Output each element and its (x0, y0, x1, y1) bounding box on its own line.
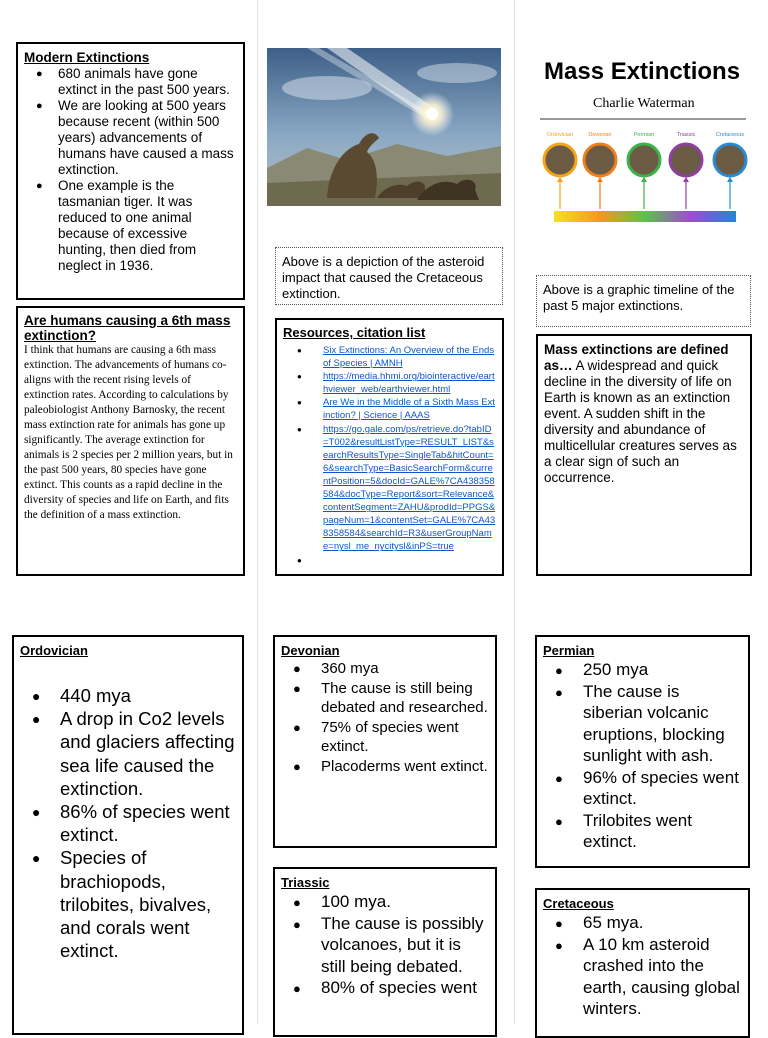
citation-link[interactable]: ● Six Extinctions: An Overview of the Ends of Species | AMNH (283, 344, 496, 370)
resources-heading: Resources, citation list (283, 325, 426, 340)
asteroid-caption: Above is a depiction of the asteroid impact that caused the Cretaceous extinction. (275, 247, 503, 305)
modern-extinctions-list (24, 66, 237, 274)
timeline-fossil-disc (714, 144, 746, 176)
cretaceous-list (543, 912, 742, 1020)
timeline-label: Ordovician (546, 132, 574, 138)
timeline-arrowhead (597, 177, 603, 182)
devonian-heading: Devonian (281, 643, 340, 658)
citation-link[interactable] (283, 554, 496, 567)
citation-link[interactable]: ● https://media.hhmi.org/biointeractive/earthviewer_web/earthviewer.html (283, 370, 496, 396)
timeline-arrowhead (641, 177, 647, 182)
modern-extinctions-heading: Modern Extinctions (24, 50, 150, 65)
permian-list (543, 659, 742, 853)
list-item: ● 75% of species went extinct. (281, 718, 489, 757)
timeline-fossil-disc (670, 144, 702, 176)
resources-list (283, 344, 496, 567)
list-item: ● Placoderms went extinct. (281, 757, 489, 777)
timeline-arrowhead (557, 177, 563, 182)
list-item: ● 86% of species went extinct. (20, 800, 236, 846)
list-item: ● 440 mya (20, 684, 236, 707)
permian-panel (535, 635, 750, 868)
list-item: ● 680 animals have gone extinct in the past 500 years. (24, 66, 237, 98)
citation-link[interactable]: ● Are We in the Middle of a Sixth Mass Extinction? | Science | AAAS (283, 396, 496, 422)
list-item: ● 250 mya (543, 659, 742, 681)
timeline-arrowhead (683, 177, 689, 182)
sixth-extinction-heading: Are humans causing a 6th mass extinction? (24, 313, 231, 343)
timeline-label: Permian (633, 132, 655, 138)
resources-panel (275, 318, 504, 576)
list-item: ● 100 mya. (281, 891, 489, 913)
fold-line-right (514, 0, 515, 1024)
timeline-label: Triassic (676, 132, 696, 138)
definition-panel (536, 334, 752, 576)
timeline-fossil-disc (544, 144, 576, 176)
list-item: ● One example is the tasmanian tiger. It was reduced to one animal because of excessive hunting, then died from neglect in 1936. (24, 178, 237, 274)
timeline-fossil-disc (584, 144, 616, 176)
page-title: Mass Extinctions (544, 58, 741, 85)
list-item: ● The cause is possibly volcanoes, but it is still being debated. (281, 913, 489, 978)
devonian-panel (273, 635, 497, 848)
sixth-extinction-panel (16, 306, 245, 576)
extinction-timeline-graphic (538, 116, 748, 224)
list-item: ● The cause is still being debated and researched. (281, 679, 489, 718)
timeline-arrowhead (727, 177, 733, 182)
cretaceous-panel (535, 888, 750, 1038)
list-item: ● We are looking at 500 years because recent (within 500 years) advancements of humans have caused a mass extinction. (24, 98, 237, 178)
list-item: ● A 10 km asteroid crashed into the earth, causing global winters. (543, 934, 742, 1020)
timeline-fossil-disc (628, 144, 660, 176)
list-item: ● Trilobites went extinct. (543, 810, 742, 853)
list-item: ● Species of brachiopods, trilobites, bivalves, and corals went extinct. (20, 846, 236, 962)
list-item: ● 65 mya. (543, 912, 742, 934)
permian-heading: Permian (543, 643, 595, 658)
sixth-extinction-body: I think that humans are causing a 6th mass extinction. The advancements of humans co-aligns with the recent rising levels of extinction rates. According to calculations by paleobiologist Anthony Barnosky, the recent mass extinction rate for animals has gone up significantly. The average extinction for animals is 2 species per 2 million years, but in the past 500 years, 80 species have gone extinct. This counts as a rapid decline in the diversity of species and life on Earth, and fits the definition of a mass extinction. (24, 344, 233, 521)
ordovician-list (20, 684, 236, 962)
timeline-label: Cretaceous (715, 132, 745, 138)
timeline-label: Devonian (588, 132, 612, 138)
ordovician-panel (12, 635, 244, 1035)
list-item: ● The cause is siberian volcanic eruptions, blocking sunlight with ash. (543, 681, 742, 767)
definition-text: A widespread and quick decline in the diversity of life on Earth is known as an extinction event. A sudden shift in the diversity and abundance of multicellular creatures serves as a clear sign of such an occurrence. (544, 358, 737, 485)
modern-extinctions-panel (16, 42, 245, 300)
citation-link[interactable]: ● https://go.gale.com/ps/retrieve.do?tabID=T002&resultListType=RESULT_LIST&searchResultsType=SingleTab&hitCount=6&searchType=BasicSearchForm&currentPosition=5&docId=GALE%7CA438358584&docType=Report&sort=Relevance&contentSegment=ZAHU&prodId=PPGS&pageNum=1&contentSet=GALE%7CA438358584&searchId=R3&userGroupName=nysl_me_nycitysl&inPS=true (283, 423, 496, 554)
cretaceous-heading: Cretaceous (543, 896, 614, 911)
ordovician-heading: Ordovician (20, 643, 88, 658)
triassic-list (281, 891, 489, 999)
list-item: ● 80% of species went (281, 977, 489, 999)
definition-term: Mass extinctions are defined as… (544, 342, 729, 373)
timeline-caption: Above is a graphic timeline of the past 5 major extinctions. (536, 275, 751, 327)
triassic-heading: Triassic (281, 875, 330, 890)
list-item: ● 96% of species went extinct. (543, 767, 742, 810)
fold-line-left (257, 0, 258, 1024)
list-item: ● A drop in Co2 levels and glaciers affecting sea life caused the extinction. (20, 707, 236, 800)
list-item: ● 360 mya (281, 659, 489, 679)
devonian-list (281, 659, 489, 776)
author-name: Charlie Waterman (593, 96, 695, 111)
asteroid-impact-image (267, 48, 501, 206)
triassic-panel (273, 867, 497, 1037)
